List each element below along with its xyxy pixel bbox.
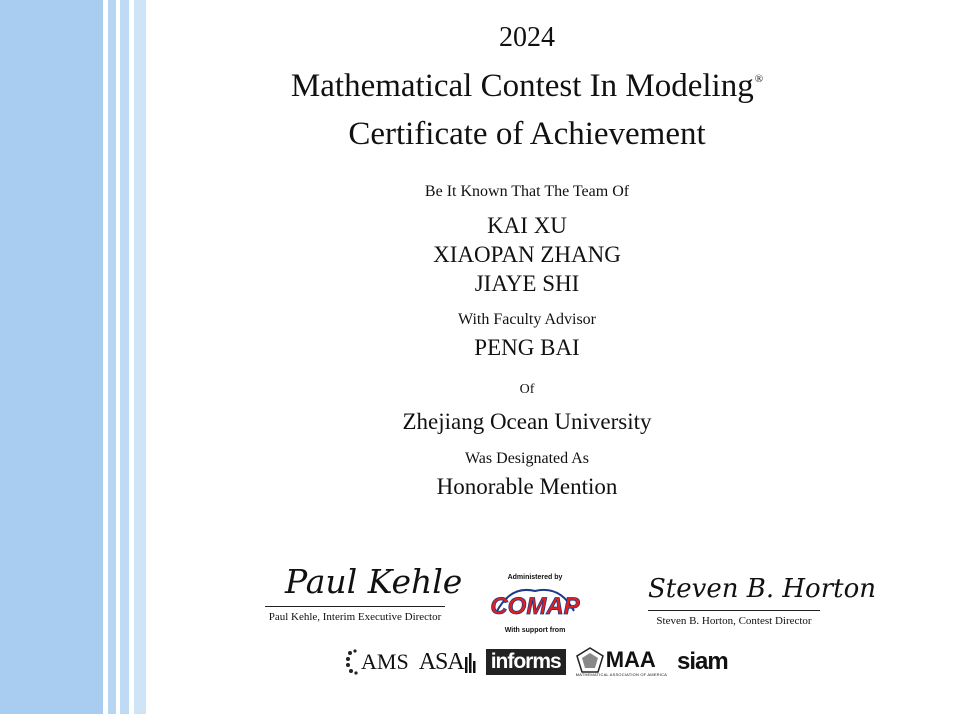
- maa-logo-mark: [576, 647, 604, 673]
- support-label: With support from: [504, 627, 566, 634]
- advisor-name: PENG BAI: [474, 335, 580, 360]
- contest-title: [291, 68, 763, 105]
- registered-mark: ®: [754, 73, 764, 85]
- asa-logo-bars: [464, 651, 476, 673]
- certificate-subtitle: Certificate of Achievement: [348, 116, 706, 152]
- ams-logo: [345, 649, 409, 675]
- maa-tagline: MATHEMATICAL ASSOCIATION OF AMERICA: [575, 672, 668, 677]
- intro-text: Be It Known That The Team Of: [424, 183, 630, 200]
- informs-logo: [486, 649, 566, 675]
- administered-by-label: Administered by: [507, 574, 563, 581]
- siam-logo: [677, 648, 728, 676]
- asa-logo: [419, 649, 476, 676]
- signature-right: Steven B. Horton: [648, 574, 876, 604]
- signature-caption-left: Paul Kehle, Interim Executive Director: [268, 611, 442, 623]
- institution-name: Zhejiang Ocean University: [402, 409, 652, 434]
- signature-line-left: [265, 606, 445, 607]
- comap-logo: [485, 583, 585, 626]
- signature-left: Paul Kehle: [285, 562, 463, 601]
- ams-logo-mark: [345, 649, 361, 675]
- designation-value: Honorable Mention: [436, 474, 618, 499]
- team-member-2: XIAOPAN ZHANG: [433, 242, 621, 267]
- team-member-1: KAI XU: [487, 213, 567, 238]
- signature-block-left: [265, 606, 445, 623]
- administered-by-block: [485, 574, 585, 634]
- advisor-label: With Faculty Advisor: [457, 311, 597, 328]
- comap-logo-text: COMAP: [490, 593, 580, 620]
- team-member-3: JIAYE SHI: [474, 271, 580, 296]
- decorative-stripes: [0, 0, 150, 714]
- stripe-wide: [0, 0, 103, 714]
- asa-logo-text: ASA: [418, 648, 464, 675]
- of-label: Of: [519, 382, 535, 397]
- stripe-thin-3: [134, 0, 146, 714]
- maa-logo: [576, 647, 667, 677]
- stripe-thin-1: [108, 0, 116, 714]
- ams-logo-text: AMS: [361, 649, 409, 674]
- signature-block-right: [648, 610, 820, 627]
- signature-line-right: [648, 610, 820, 611]
- comap-logo-graphic: [490, 583, 580, 621]
- maa-logo-text: MAA: [605, 647, 656, 672]
- certificate-year: 2024: [499, 22, 555, 53]
- stripe-thin-2: [120, 0, 129, 714]
- contest-name: Mathematical Contest In Modeling: [290, 68, 754, 104]
- informs-logo-text: informs: [490, 650, 561, 673]
- signature-caption-right: Steven B. Horton, Contest Director: [656, 615, 812, 627]
- siam-logo-text: siam: [677, 648, 728, 675]
- designation-label: Was Designated As: [464, 450, 590, 467]
- sponsor-logos: [345, 643, 728, 681]
